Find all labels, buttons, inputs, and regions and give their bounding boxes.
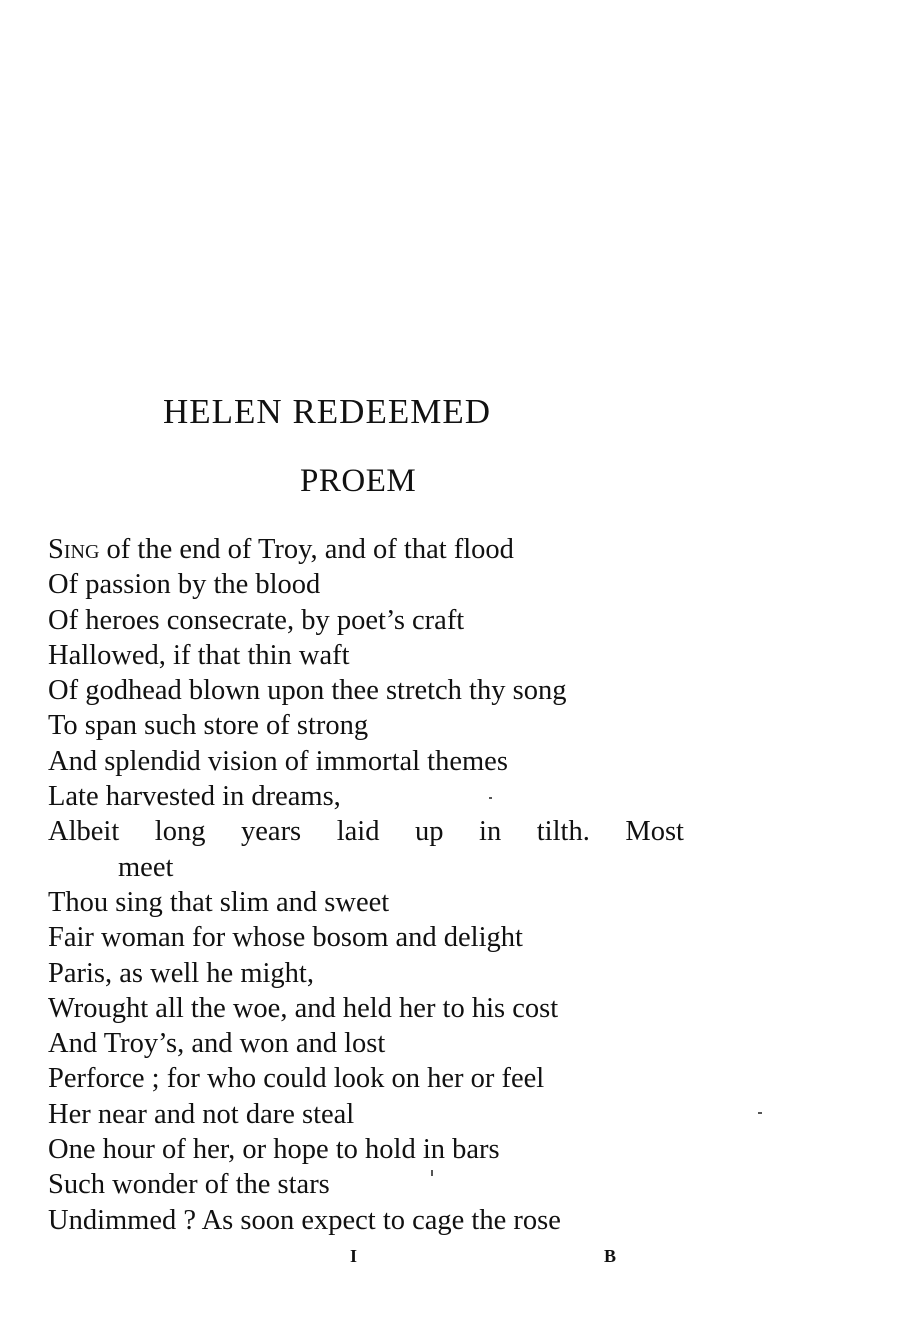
poem-line: Thou sing that slim and sweet	[48, 886, 390, 918]
scan-speck	[489, 797, 492, 799]
scan-speck	[758, 1112, 762, 1114]
poem-line: Wrought all the woe, and held her to his cost	[48, 992, 559, 1024]
poem-line: Undimmed ? As soon expect to cage the rose	[48, 1204, 561, 1236]
word: long	[154, 816, 206, 848]
word: Albeit	[48, 816, 120, 848]
poem-line: Of godhead blown upon thee stretch thy song	[48, 675, 567, 707]
poem-line: Fair woman for whose bosom and delight	[48, 922, 523, 954]
word: tilth.	[536, 816, 590, 848]
poem-title: HELEN REDEEMED	[163, 392, 491, 431]
page-number: I	[350, 1246, 358, 1266]
poem-line: Of passion by the blood	[48, 569, 321, 601]
poem-line: And Troy’s, and won and lost	[48, 1028, 386, 1060]
poem-line: Late harvested in dreams,	[48, 781, 341, 813]
word: in	[479, 816, 502, 848]
word: laid	[336, 816, 380, 848]
poem-line: One hour of her, or hope to hold in bars	[48, 1134, 500, 1166]
poem-line: And splendid vision of immortal themes	[48, 745, 508, 777]
poem-line: Perforce ; for who could look on her or feel	[48, 1063, 545, 1095]
poem-line: Paris, as well he might,	[48, 957, 314, 989]
word: Most	[625, 816, 684, 848]
poem-line-continuation: meet	[118, 851, 174, 883]
poem-text	[48, 532, 693, 1238]
signature-mark: B	[604, 1246, 617, 1266]
word: years	[241, 816, 302, 848]
poem-line: Such wonder of the stars	[48, 1169, 330, 1201]
poem-line-1	[48, 532, 693, 567]
poem-line: Of heroes consecrate, by poet’s craft	[48, 604, 465, 636]
section-heading: PROEM	[300, 463, 417, 499]
scan-speck	[431, 1170, 433, 1176]
poem-line: To span such store of strong	[48, 710, 369, 742]
word: up	[415, 816, 444, 848]
poem-line: Her near and not dare steal	[48, 1098, 355, 1130]
drop-word: Sing	[48, 534, 100, 565]
poem-line-justified	[48, 814, 684, 849]
first-line-text: of the end of Troy, and of that flood	[99, 534, 514, 565]
poem-line: Hallowed, if that thin waft	[48, 639, 350, 671]
